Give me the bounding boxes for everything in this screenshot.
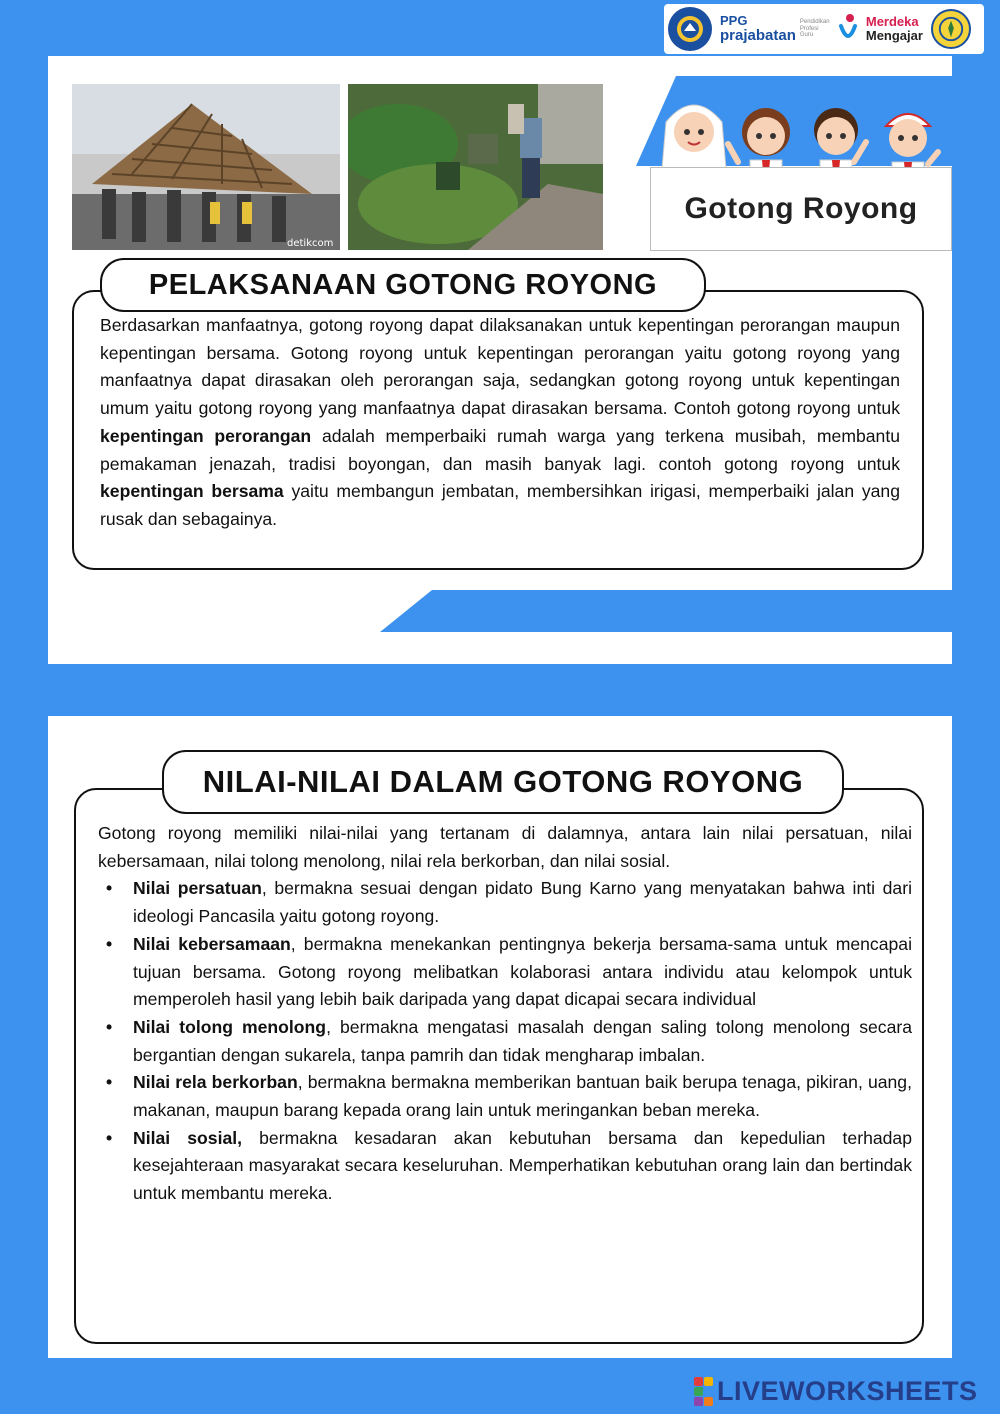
liveworksheets-logo-icon: [694, 1377, 713, 1406]
merdeka-label: Merdeka: [865, 14, 919, 30]
paragraph-text: Berdasarkan manfaatnya, gotong royong dapat dilaksanakan untuk kepentingan perorangan maupun kepentingan bersama. Gotong royong untuk kepentingan perorangan yaitu gotong royong yang manfaatnya dapat dirasakan oleh perorangan saja, sedangkan gotong royong untuk kepentingan umum yaitu gotong royong yang manfaatnya dapat dirasakan bersama. Contoh gotong royong untuk: [100, 315, 900, 419]
bold-term: Nilai rela berkorban: [133, 1072, 298, 1093]
section-nilai-intro: Gotong royong memiliki nilai-nilai yang tertanam di dalamnya, antara lain nilai persatuan, nilai kebersamaan, nilai tolong menolong, nilai rela berkorban, dan nilai sosial.: [98, 823, 912, 871]
bold-term: kepentingan bersama: [100, 481, 284, 502]
list-item: [98, 1069, 912, 1124]
ppg-label: PPG: [720, 13, 748, 29]
list-item: [98, 875, 912, 930]
nilai-list: [98, 875, 912, 1207]
list-item: [98, 931, 912, 1014]
bold-term: Nilai sosial,: [133, 1127, 243, 1148]
list-item-text: , bermakna mengatasi masalah dengan saling tolong menolong secara bergantian dengan sukarela, tanpa pamrih dan tidak mengharap imbalan.: [133, 1016, 912, 1065]
list-item-text: , bermakna menekankan pentingnya bekerja bersama-sama untuk mencapai tujuan bersama. Gotong royong melibatkan kolaborasi antara individu atau kelompok untuk memperoleh hasil yang lebih baik daripada yang dapat dicapai secara individual: [133, 933, 912, 1010]
list-item: [98, 1125, 912, 1208]
list-item-text: , bermakna bermakna memberikan bantuan baik berupa tenaga, pikiran, uang, makanan, maupun barang kepada orang lain untuk meringankan beban mereka.: [133, 1072, 912, 1121]
hero-title-box: [650, 167, 952, 251]
bold-term: kepentingan perorangan: [100, 425, 312, 446]
hero-title: Gotong Royong: [684, 192, 918, 225]
header-logos: [664, 4, 984, 54]
diagonal-stripe: [380, 590, 952, 632]
community-cleanup-photo: [348, 84, 603, 250]
merdeka-mengajar-icon: [838, 12, 858, 46]
merdeka-mengajar-logo: [866, 15, 923, 42]
prajabatan-label: prajabatan: [720, 26, 796, 44]
ppg-tagline: Pendidikan Profesi Guru: [799, 19, 830, 39]
bold-term: Nilai kebersamaan: [133, 933, 291, 954]
bold-term: Nilai persatuan: [133, 878, 262, 899]
university-seal-icon: [931, 9, 971, 49]
section-nilai-content: [98, 820, 912, 1208]
liveworksheets-watermark[interactable]: [694, 1376, 978, 1406]
section-pelaksanaan-title: PELAKSANAAN GOTONG ROYONG: [100, 258, 706, 312]
photo-credit: detikcom: [287, 238, 334, 249]
list-item-text: bermakna kesadaran akan kebutuhan bersama dan kepedulian terhadap kesejahteraan masyarakat secara keseluruhan. Memperhatikan kebutuhan orang lain dan bertindak untuk membantu mereka.: [133, 1127, 912, 1204]
mengajar-label: Mengajar: [865, 28, 923, 43]
list-item-text: , bermakna sesuai dengan pidato Bung Karno yang menyatakan bahwa inti dari ideologi Pancasila yaitu gotong royong.: [133, 878, 912, 927]
diagonal-stripe: [48, 664, 548, 716]
paragraph-text: yaitu membangun jembatan, membersihkan irigasi, memperbaiki jalan yang rusak dan sebagainya.: [100, 481, 901, 529]
bold-term: Nilai tolong menolong: [133, 1016, 327, 1037]
section-nilai-title: NILAI-NILAI DALAM GOTONG ROYONG: [162, 750, 844, 814]
ppg-prajabatan-logo: [720, 14, 796, 43]
house-carrying-photo: [72, 84, 340, 250]
paragraph-text: adalah memperbaiki rumah warga yang terkena musibah, membantu pemakaman jenazah, tradisi boyongan, dan masih banyak lagi. contoh gotong royong untuk: [100, 425, 901, 474]
liveworksheets-brand: LIVEWORKSHEETS: [717, 1375, 978, 1406]
list-item: [98, 1014, 912, 1069]
section-pelaksanaan-paragraph: [100, 312, 900, 534]
kemendikbud-logo-icon: [668, 7, 712, 51]
